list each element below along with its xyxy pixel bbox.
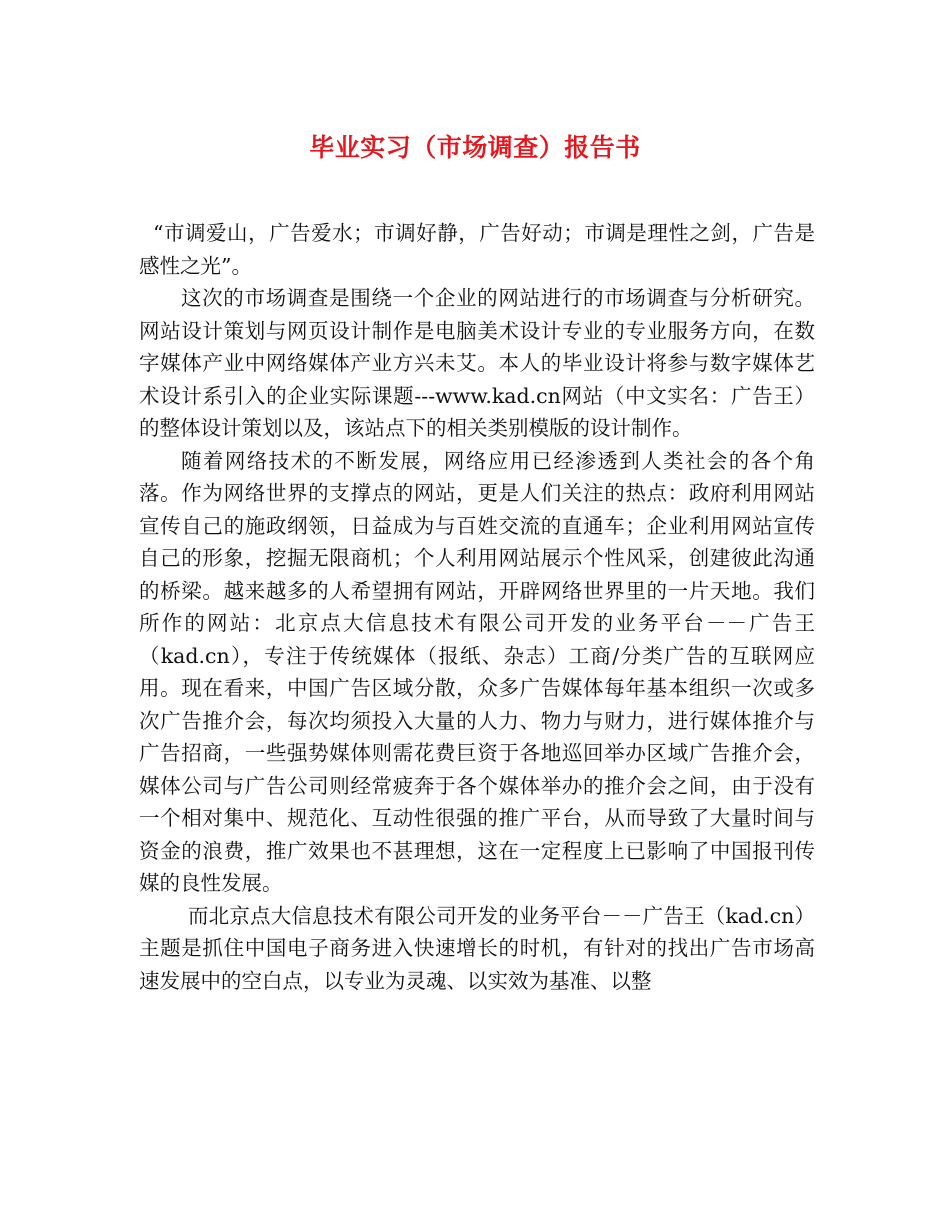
- paragraph-platform: 而北京点大信息技术有限公司开发的业务平台－－广告王（kad.cn）主题是抓住中国电子商务进入快速增长的时机，有针对的找出广告市场高速发展中的空白点，以专业为灵魂、以实效为基准、以整: [139, 903, 815, 993]
- paragraph-network-development: 随着网络技术的不断发展，网络应用已经渗透到人类社会的各个角落。作为网络世界的支撑点的网站，更是人们关注的热点：政府利用网站宣传自己的施政纲领，日益成为与百姓交流的直通车；企业利用网站宣传自己的形象，挖掘无限商机；个人利用网站展示个性风采，创建彼此沟通的桥梁。越来越多的人希望拥有网站，开辟网络世界里的一片天地。我们所作的网站：北京点大信息技术有限公司开发的业务平台－－广告王（kad.cn），专注于传统媒体（报纸、杂志）工商/分类广告的互联网应用。现在看来，中国广告区域分散，众多广告媒体每年基本组织一次或多次广告推介会，每次均须投入大量的人力、物力与财力，进行媒体推介与广告招商，一些强势媒体则需花费巨资于各地巡回举办区域广告推介会，媒体公司与广告公司则经常疲奔于各个媒体举办的推介会之间，由于没有一个相对集中、规范化、互动性很强的推广平台，从而导致了大量时间与资金的浪费，推广效果也不甚理想，这在一定程度上已影响了中国报刊传媒的良性发展。: [139, 448, 815, 895]
- document-body: [139, 217, 815, 997]
- paragraph-quote: “市调爱山，广告爱水；市调好静，广告好动；市调是理性之剑，广告是感性之光”。: [139, 221, 815, 278]
- document-title: 毕业实习（市场调查）报告书: [309, 133, 641, 162]
- paragraph-survey-intro: 这次的市场调查是围绕一个企业的网站进行的市场调查与分析研究。网站设计策划与网页设计制作是电脑美术设计专业的专业服务方向，在数字媒体产业中网络媒体产业方兴未艾。本人的毕业设计将参与数字媒体艺术设计系引入的企业实际课题---www.kad.cn网站（中文实名：广告王）的整体设计策划以及，该站点下的相关类别模版的设计制作。: [139, 286, 815, 440]
